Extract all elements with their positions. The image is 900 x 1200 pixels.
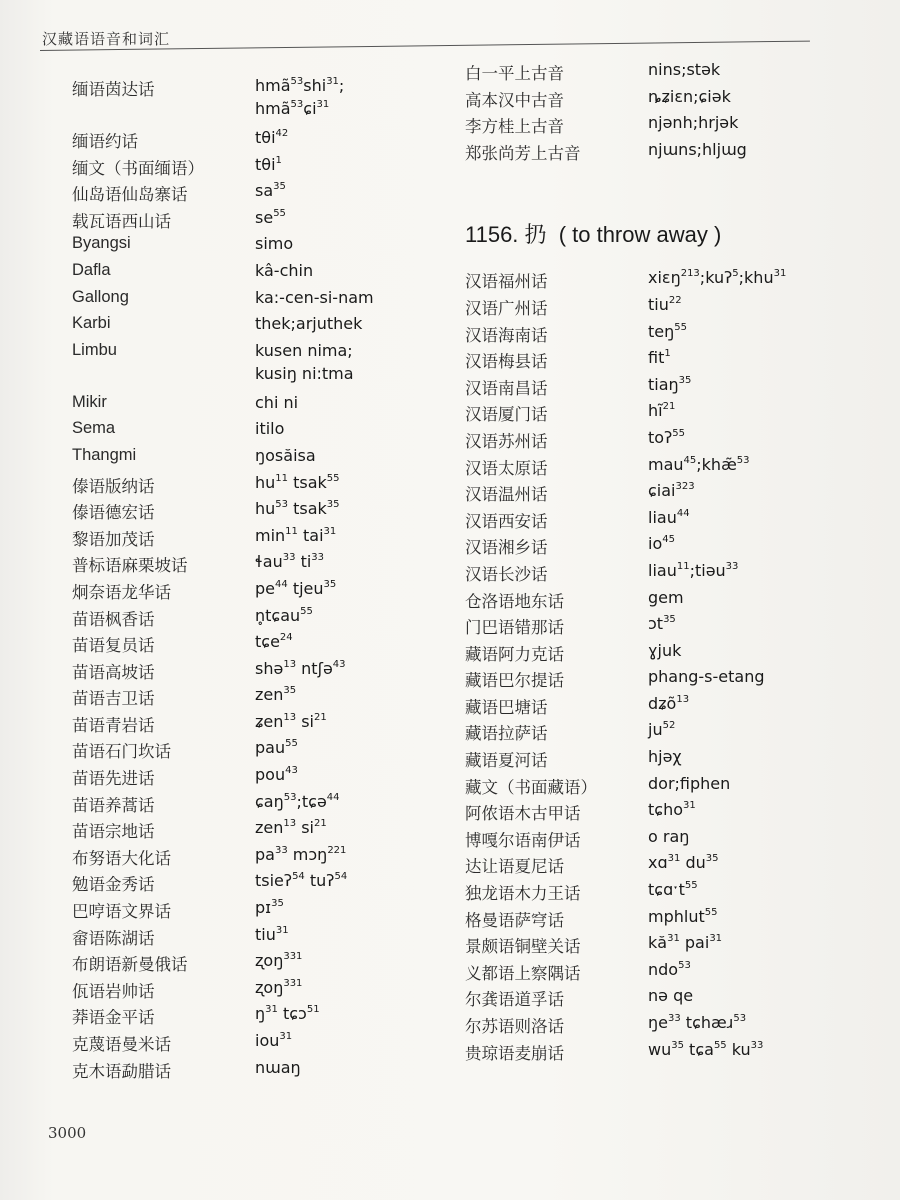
word-form: $pe^{44}$ tjeu$^{35}$ bbox=[255, 578, 337, 598]
language-name: 郑张尚芳上古音 bbox=[465, 143, 581, 163]
entry-row bbox=[72, 341, 432, 393]
entry-row bbox=[72, 128, 432, 155]
word-form: pou$^{43}$ bbox=[255, 765, 298, 785]
language-name: 汉语温州话 bbox=[465, 485, 548, 505]
language-name: 克蔑语曼米话 bbox=[72, 1035, 171, 1054]
entry-row bbox=[465, 747, 865, 774]
entry-heading bbox=[465, 206, 865, 268]
entry-row bbox=[465, 907, 865, 934]
language-name: 汉语苏州话 bbox=[465, 431, 548, 451]
language-name: 仓洛语地东话 bbox=[465, 591, 564, 611]
word-form-continued: kusiŋ ni:tma bbox=[255, 363, 354, 383]
entry-row bbox=[72, 738, 432, 765]
entry-row bbox=[465, 401, 865, 428]
left-column bbox=[72, 76, 432, 1084]
entry-row bbox=[465, 720, 865, 747]
language-name: 汉语南昌话 bbox=[465, 378, 548, 398]
entry-row bbox=[72, 261, 432, 288]
entry-row bbox=[465, 667, 865, 694]
word-form: $kă^{31}$ pai$^{31}$ bbox=[648, 933, 723, 953]
word-form: tθi$^{42}$ bbox=[255, 128, 289, 147]
language-name: 苗语高坡话 bbox=[72, 662, 155, 682]
language-name: 白一平上古音 bbox=[465, 64, 564, 83]
language-name: Mikir bbox=[72, 392, 107, 411]
language-name: 藏语巴塘话 bbox=[465, 697, 548, 717]
word-form: fit$^1$ bbox=[648, 348, 671, 368]
language-name: 缅语茵达话 bbox=[72, 80, 155, 99]
language-name: Thangmi bbox=[72, 445, 137, 464]
entry-row bbox=[465, 87, 865, 114]
language-name: Karbi bbox=[72, 314, 111, 333]
entry-row bbox=[465, 561, 865, 588]
entry-row bbox=[465, 428, 865, 455]
word-form: $ju^{52}$ bbox=[648, 720, 676, 740]
language-name: Gallong bbox=[72, 287, 129, 306]
entry-row bbox=[72, 898, 432, 925]
language-name: 藏语阿力克话 bbox=[465, 644, 564, 664]
entry-row bbox=[465, 933, 865, 960]
entry-row bbox=[465, 880, 865, 907]
language-name: 达让语夏尼话 bbox=[465, 857, 564, 877]
entry-row bbox=[465, 853, 865, 880]
language-name: 格曼语萨穹话 bbox=[465, 910, 564, 930]
word-form: njɯns;hljɯg bbox=[648, 139, 747, 159]
language-name: 尔龚语道孚话 bbox=[465, 990, 564, 1010]
entry-row bbox=[465, 694, 865, 721]
language-name: 布努语大化话 bbox=[72, 848, 171, 868]
word-form: dor;fiphen bbox=[648, 773, 731, 793]
entry-list bbox=[465, 268, 865, 1066]
language-name: 汉语长沙话 bbox=[465, 564, 548, 584]
entry-row bbox=[72, 473, 432, 500]
entry-row bbox=[465, 140, 865, 167]
word-form: o raŋ bbox=[648, 826, 690, 846]
language-name: 藏语拉萨话 bbox=[465, 724, 548, 744]
word-form: $\min^{11} tai^{31}$ bbox=[255, 525, 337, 545]
entry-row bbox=[465, 588, 865, 615]
word-form: ʐoŋ$^{331}$ bbox=[255, 977, 303, 997]
entry-row bbox=[72, 818, 432, 845]
language-name: 莽语金平话 bbox=[72, 1008, 155, 1028]
word-form: xiɛŋ$^{213}$;kuʔ$^5$;khu$^{31}$ bbox=[648, 268, 787, 288]
word-form: tiu$^{31}$ bbox=[255, 924, 289, 944]
language-name: 汉语梅县话 bbox=[465, 352, 548, 372]
word-form: ʐoŋ$^{331}$ bbox=[255, 951, 303, 971]
word-form: pau$^{55}$ bbox=[255, 738, 298, 758]
word-form: tiaŋ$^{35}$ bbox=[648, 374, 692, 394]
entry-row bbox=[72, 288, 432, 315]
language-name: Byangsi bbox=[72, 234, 131, 253]
word-form: ŋosăisa bbox=[255, 445, 316, 465]
word-form: n̥tɕau$^{55}$ bbox=[255, 605, 313, 625]
word-form: $wu^{35}$ tɕa$^{55}$ $ku^{33}$ bbox=[648, 1039, 764, 1059]
word-form: zen$^{35}$ bbox=[255, 685, 297, 705]
entry-row bbox=[72, 579, 432, 606]
word-form: teŋ$^{55}$ bbox=[648, 321, 687, 341]
entry-row bbox=[465, 800, 865, 827]
entry-row bbox=[465, 481, 865, 508]
entry-row bbox=[465, 1040, 865, 1067]
entry-row bbox=[72, 155, 432, 182]
word-form: liau$^{44}$ bbox=[648, 507, 690, 527]
word-form: thek;arjuthek bbox=[255, 314, 363, 334]
right-top-list bbox=[465, 60, 865, 166]
language-name: 佤语岩帅话 bbox=[72, 981, 155, 1001]
page-number: 3000 bbox=[48, 1124, 87, 1142]
word-form: iou$^{31}$ bbox=[255, 1031, 293, 1050]
word-form: itilo bbox=[255, 419, 285, 439]
entry-row bbox=[72, 632, 432, 659]
word-form: $hĩ^{21}$ bbox=[648, 401, 676, 421]
language-name: Limbu bbox=[72, 340, 117, 359]
entry-row bbox=[72, 925, 432, 952]
entry-row bbox=[465, 348, 865, 375]
entry-row bbox=[72, 181, 432, 208]
entry-gloss: ( to throw away ) bbox=[558, 222, 722, 248]
entry-number: 1156. bbox=[465, 222, 519, 248]
language-name: 汉语湘乡话 bbox=[465, 538, 548, 558]
entry-row bbox=[72, 685, 432, 712]
language-name: 傣语版纳话 bbox=[72, 476, 155, 496]
language-name: 高本汉中古音 bbox=[465, 90, 564, 110]
word-form: $se^{55}$ bbox=[255, 207, 286, 227]
word-form: nɯaŋ bbox=[255, 1057, 301, 1077]
entry-row bbox=[72, 393, 432, 420]
language-name: 载瓦语西山话 bbox=[72, 211, 171, 231]
entry-row bbox=[465, 295, 865, 322]
word-form: tsieʔ$^{54}$ tuʔ$^{54}$ bbox=[255, 871, 348, 891]
word-form: $sa^{35}$ bbox=[255, 181, 286, 201]
language-name: 藏文（书面藏语） bbox=[465, 777, 597, 797]
entry-row bbox=[465, 614, 865, 641]
entry-row bbox=[465, 960, 865, 987]
word-form: ʑen$^{13}$ $si^{21}$ bbox=[255, 711, 327, 731]
language-name: 勉语金秀话 bbox=[72, 875, 155, 895]
language-name: 炯奈语龙华话 bbox=[72, 582, 171, 602]
word-form: ȵʑiɛn;ɕiək bbox=[648, 86, 731, 106]
language-name: 汉语太原话 bbox=[465, 458, 548, 478]
language-name: 门巴语错那话 bbox=[465, 618, 564, 638]
word-form: $io^{45}$ bbox=[648, 534, 675, 554]
language-name: 普标语麻栗坡话 bbox=[72, 556, 188, 576]
language-name: 巴哼语文界话 bbox=[72, 902, 171, 922]
word-form: liau$^{11}$;tiəu$^{33}$ bbox=[648, 560, 739, 580]
language-name: 汉语厦门话 bbox=[465, 405, 548, 425]
section-gap bbox=[465, 166, 865, 206]
word-form: ka:-cen-si-nam bbox=[255, 287, 374, 307]
language-name: 苗语养蒿话 bbox=[72, 795, 155, 815]
entry-row bbox=[72, 208, 432, 235]
entry-row bbox=[465, 455, 865, 482]
entry-row bbox=[465, 986, 865, 1013]
word-form: kâ-chin bbox=[255, 260, 314, 280]
entry-row bbox=[465, 1013, 865, 1040]
entry-row bbox=[72, 765, 432, 792]
language-name: 苗语先进话 bbox=[72, 769, 155, 789]
word-form: tɕe$^{24}$ bbox=[255, 632, 293, 652]
entry-row bbox=[465, 268, 865, 295]
word-form-continued: hmã$^{53}$ɕi$^{31}$ bbox=[255, 99, 330, 118]
word-form: tθi$^1$ bbox=[255, 154, 282, 174]
entry-row bbox=[465, 641, 865, 668]
language-name: 苗语枫香话 bbox=[72, 609, 155, 629]
word-form: $hu^{53}$ tsak$^{35}$ bbox=[255, 499, 340, 519]
entry-row bbox=[72, 871, 432, 898]
word-form: tiu$^{22}$ bbox=[648, 294, 682, 314]
entry-row bbox=[465, 508, 865, 535]
entry-row bbox=[72, 499, 432, 526]
word-form: ɕaŋ$^{53}$;tɕə$^{44}$ bbox=[255, 791, 340, 811]
word-form: njənh;hrjək bbox=[648, 113, 739, 133]
word-form: mphlut$^{55}$ bbox=[648, 906, 718, 926]
entry-row bbox=[72, 712, 432, 739]
language-name: 傣语德宏话 bbox=[72, 503, 155, 523]
language-name: Sema bbox=[72, 419, 116, 438]
word-form: $ŋ^{31}$ tɕɔ$^{51}$ bbox=[255, 1004, 320, 1024]
language-name: 畲语陈湖话 bbox=[72, 928, 155, 948]
word-form: hjəχ bbox=[648, 747, 682, 767]
entry-row bbox=[72, 234, 432, 261]
word-form: xɑ$^{31}$ $du^{35}$ bbox=[648, 853, 719, 873]
entry-row bbox=[465, 60, 865, 87]
language-name: 仙岛语仙岛寨话 bbox=[72, 185, 188, 205]
entry-row bbox=[72, 1004, 432, 1031]
language-name: 汉语西安话 bbox=[465, 511, 548, 531]
entry-row bbox=[72, 76, 432, 128]
entry-row bbox=[72, 951, 432, 978]
right-column bbox=[465, 60, 865, 1066]
entry-row bbox=[72, 526, 432, 553]
word-form: toʔ$^{55}$ bbox=[648, 427, 685, 447]
language-name: 缅语约话 bbox=[72, 132, 138, 151]
word-form: hmã$^{53}$shi$^{31}$; hmã$^{53}$ɕi$^{31}$ bbox=[255, 76, 345, 118]
word-form: phang-s-etang bbox=[648, 667, 765, 687]
entry-row bbox=[465, 774, 865, 801]
language-name: 汉语海南话 bbox=[465, 325, 548, 345]
entry-row bbox=[72, 419, 432, 446]
entry-row bbox=[72, 792, 432, 819]
word-form: simo bbox=[255, 234, 294, 254]
language-name: 汉语福州话 bbox=[465, 272, 548, 292]
entry-row bbox=[72, 314, 432, 341]
word-form: tɕɑˑt$^{55}$ bbox=[648, 880, 698, 900]
word-form: kusen nima; kusiŋ ni:tma bbox=[255, 340, 354, 383]
word-form: zen$^{13}$ $si^{21}$ bbox=[255, 818, 327, 838]
word-form: nə qe bbox=[648, 986, 694, 1006]
entry-row bbox=[72, 1031, 432, 1058]
language-name: 克木语勐腊话 bbox=[72, 1061, 171, 1081]
language-name: 尔苏语则洛话 bbox=[465, 1017, 564, 1036]
word-form: ɬau$^{33}$ $ti^{33}$ bbox=[255, 552, 325, 572]
entry-row bbox=[72, 446, 432, 473]
language-name: 博嘎尔语南伊话 bbox=[465, 830, 581, 850]
language-name: 藏语夏河话 bbox=[465, 751, 548, 771]
entry-row bbox=[465, 113, 865, 140]
word-form: ndo$^{53}$ bbox=[648, 959, 691, 979]
entry-row bbox=[72, 1058, 432, 1085]
entry-row bbox=[72, 845, 432, 872]
entry-row bbox=[72, 606, 432, 633]
word-form: $pa^{33}$ mɔŋ$^{221}$ bbox=[255, 844, 347, 864]
language-name: 黎语加茂话 bbox=[72, 529, 155, 549]
word-form: dʑõ$^{13}$ bbox=[648, 693, 690, 713]
word-form: tɕho$^{31}$ bbox=[648, 800, 696, 820]
word-form: mau$^{45}$;khæ̃$^{53}$ bbox=[648, 454, 750, 474]
entry-row bbox=[465, 827, 865, 854]
language-name: 景颇语铜壁关话 bbox=[465, 937, 581, 957]
language-name: 苗语石门坎话 bbox=[72, 742, 171, 762]
entry-row bbox=[465, 534, 865, 561]
word-form: $ŋe^{33}$ tɕhæɹ$^{53}$ bbox=[648, 1013, 747, 1032]
entry-row bbox=[72, 659, 432, 686]
language-name: 布朗语新曼俄话 bbox=[72, 955, 188, 975]
word-form: $hu^{11}$ tsak$^{55}$ bbox=[255, 472, 340, 492]
entry-row bbox=[465, 375, 865, 402]
language-name: 李方桂上古音 bbox=[465, 117, 564, 137]
running-head: 汉藏语语音和词汇 bbox=[42, 30, 171, 48]
language-name: 汉语广州话 bbox=[465, 298, 548, 318]
language-name: 义都语上察隅话 bbox=[465, 963, 581, 983]
entry-row bbox=[72, 552, 432, 579]
entry-headword: 扔 bbox=[524, 222, 547, 248]
language-name: 缅文（书面缅语） bbox=[72, 158, 204, 178]
word-form: chi ni bbox=[255, 392, 299, 412]
language-name: 苗语宗地话 bbox=[72, 822, 155, 842]
entry-row bbox=[465, 322, 865, 349]
word-form: nins;stək bbox=[648, 60, 721, 79]
word-form: ɣjuk bbox=[648, 640, 682, 660]
word-form: ɔt$^{35}$ bbox=[648, 614, 676, 634]
language-name: 阿侬语木古甲话 bbox=[465, 804, 581, 824]
language-name: 独龙语木力王话 bbox=[465, 884, 581, 904]
language-name: 苗语青岩话 bbox=[72, 715, 155, 735]
word-form: pɪ$^{35}$ bbox=[255, 898, 284, 918]
word-form: ɕiai$^{323}$ bbox=[648, 481, 695, 501]
entry-row bbox=[72, 978, 432, 1005]
language-name: 苗语吉卫话 bbox=[72, 689, 155, 709]
language-name: 藏语巴尔提话 bbox=[465, 671, 564, 691]
language-name: 贵琼语麦崩话 bbox=[465, 1043, 564, 1063]
language-name: 苗语复员话 bbox=[72, 636, 155, 656]
word-form: gem bbox=[648, 587, 684, 607]
word-form: shə$^{13}$ ntʃə$^{43}$ bbox=[255, 658, 346, 678]
language-name: Dafla bbox=[72, 260, 111, 279]
